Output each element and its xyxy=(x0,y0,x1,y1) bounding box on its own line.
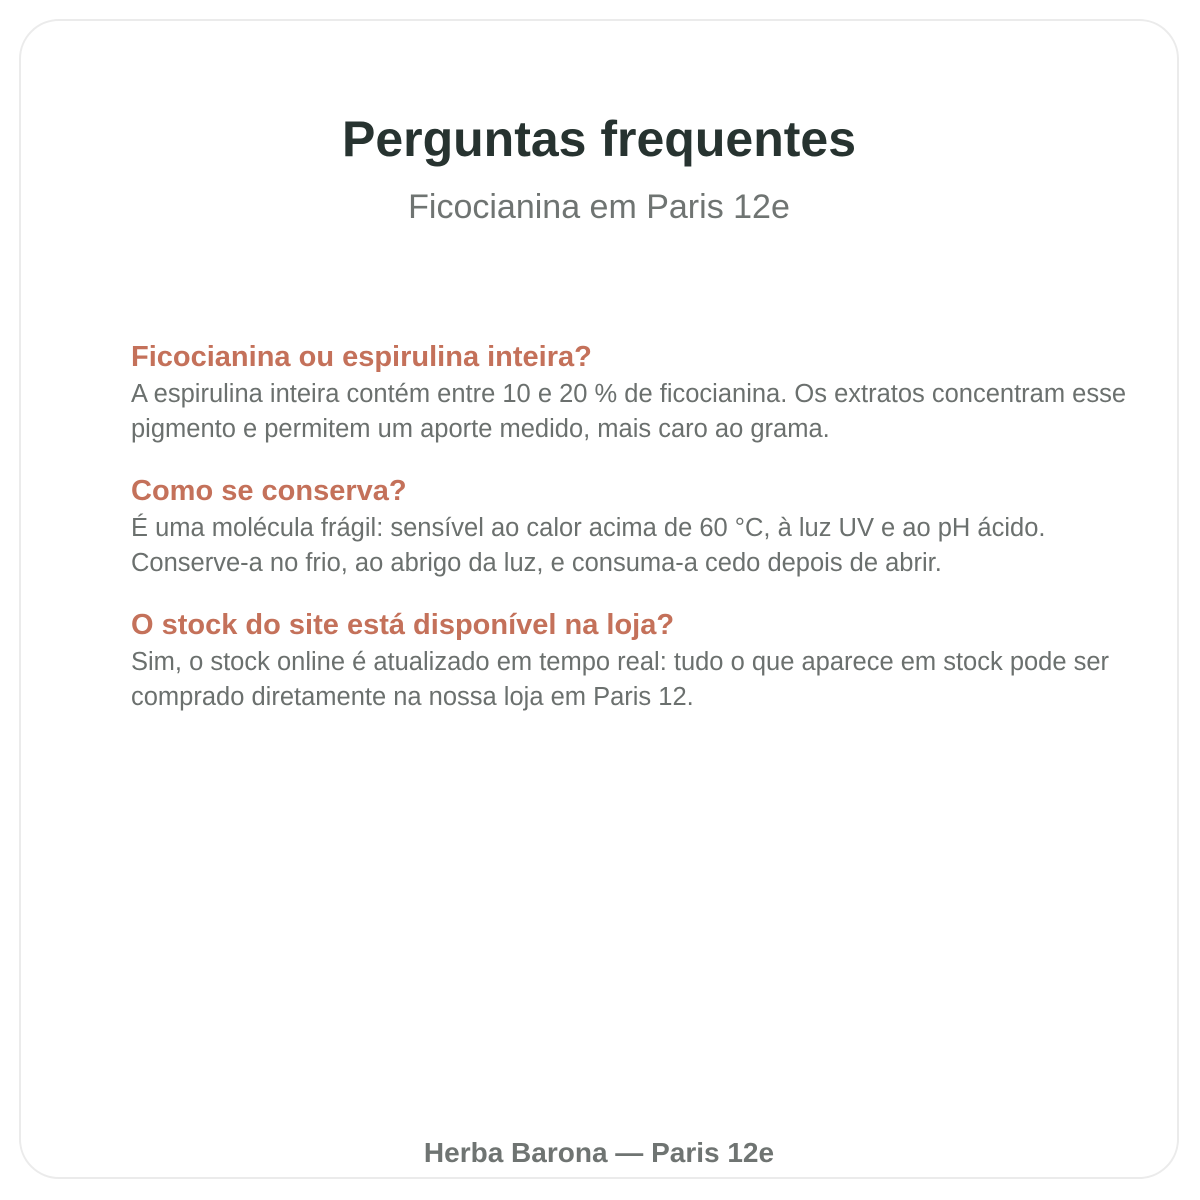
faq-question: Como se conserva? xyxy=(131,475,407,507)
page-title: Perguntas frequentes xyxy=(341,111,856,167)
faq-item xyxy=(131,607,1131,715)
faq-item xyxy=(131,339,1131,447)
faq-list xyxy=(131,339,1131,741)
faq-item xyxy=(131,473,1131,581)
faq-card xyxy=(19,19,1179,1179)
faq-answer: A espirulina inteira contém entre 10 e 20 % de ficocianina. Os extratos concentram esse pigmento e permitem um aporte medido, mais caro ao grama. xyxy=(131,380,1127,443)
faq-answer: É uma molécula frágil: sensível ao calor acima de 60 °C, à luz UV e ao pH ácido. Conserve-a no frio, ao abrigo da luz, e consuma-a cedo depois de abrir. xyxy=(131,514,1046,577)
faq-question: Ficocianina ou espirulina inteira? xyxy=(131,341,592,373)
faq-question: O stock do site está disponível na loja? xyxy=(131,609,675,641)
faq-answer: Sim, o stock online é atualizado em tempo real: tudo o que aparece em stock pode ser comprado diretamente na nossa loja em Paris 12. xyxy=(131,648,1110,711)
page-subtitle: Ficocianina em Paris 12e xyxy=(408,188,790,226)
footer-brand: Herba Barona — Paris 12e xyxy=(423,1137,775,1168)
